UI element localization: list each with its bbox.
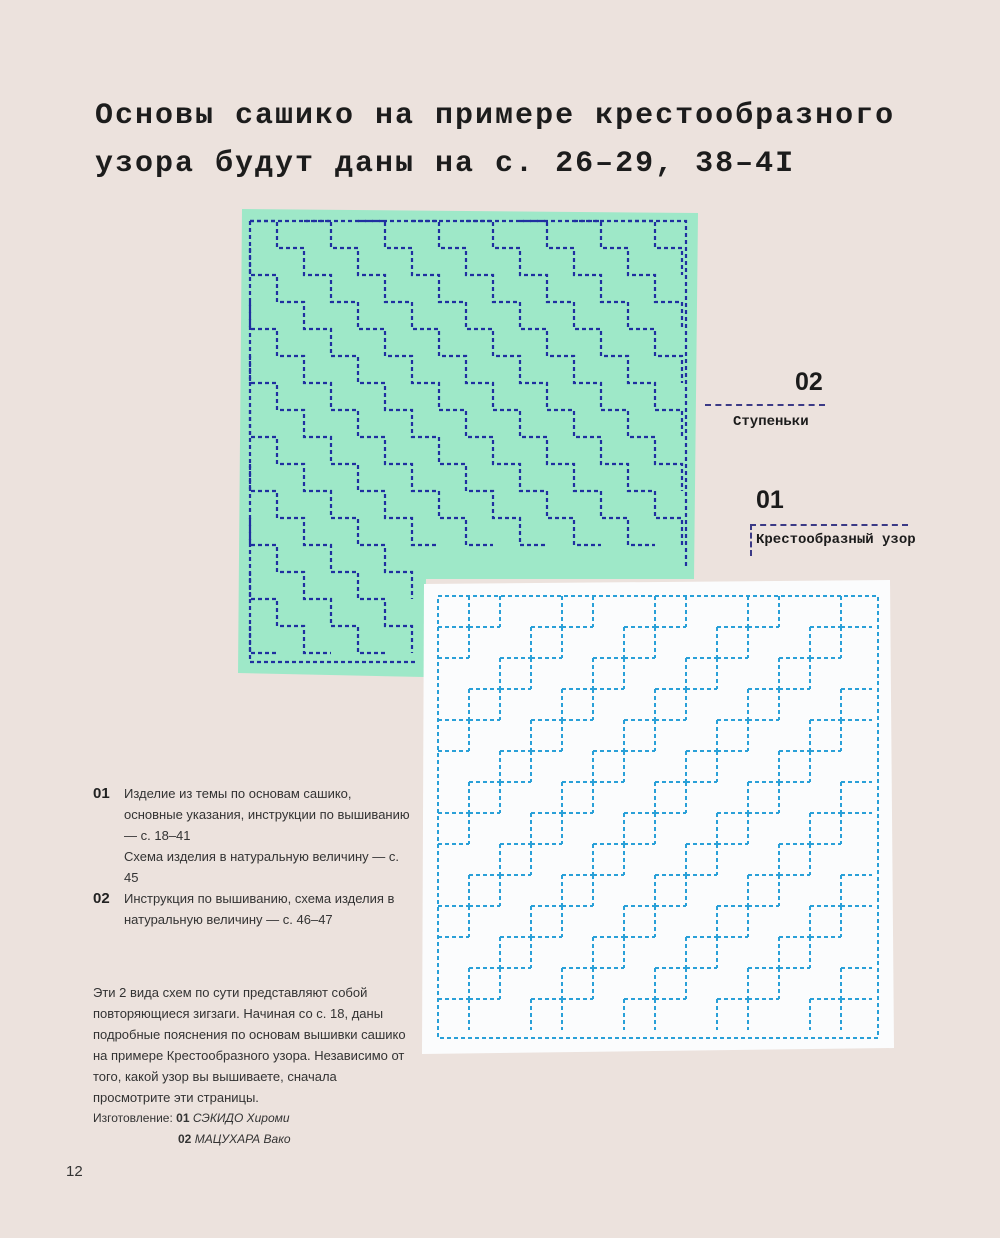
maker-name: СЭКИДО Хироми — [192, 1111, 290, 1125]
note-text: Схема изделия в натуральную величину — с. 45 — [124, 849, 399, 885]
callout-dashed-line-vertical — [750, 524, 752, 556]
title-line-1: Основы сашико на примере крестообразного — [95, 99, 896, 133]
maker-number: 02 — [178, 1132, 192, 1146]
note-text: Изделие из темы по основам сашико, основные указания, инструкции по вышиванию — с. 18–41 — [124, 786, 410, 843]
makers-label: Изготовление: — [93, 1111, 173, 1125]
description-block — [93, 982, 413, 1150]
notes-list — [93, 783, 413, 930]
note-number: 02 — [93, 890, 110, 907]
note-item — [93, 783, 413, 888]
note-item — [93, 888, 413, 930]
note-number: 01 — [93, 785, 110, 802]
note-text: Инструкция по вышиванию, схема изделия в натуральную величину — с. 46–47 — [124, 891, 395, 927]
maker-name: МАЦУХАРА Вако — [194, 1132, 291, 1146]
title-line-2: узора будут даны на с. 26–29, 38–4I — [95, 147, 796, 181]
callout-number: 02 — [795, 368, 823, 396]
callout-label: Крестообразный узор — [756, 532, 916, 548]
page-number: 12 — [66, 1163, 83, 1180]
cross-pattern-cloth-image — [420, 578, 895, 1055]
description-text: Эти 2 вида схем по сути представляют собой повторяющиеся зигзаги. Начиная со с. 18, даны подробные пояснения по основам вышивки сашико на примере Крестообразного узора. Независимо от того, какой узор вы вышиваете, сначала просмотрите эти страницы. — [93, 985, 406, 1105]
callout-dashed-line — [705, 404, 825, 406]
callout-dashed-line — [750, 524, 908, 526]
makers-credit — [93, 1108, 413, 1150]
page-title — [95, 92, 965, 188]
callout-number: 01 — [756, 486, 784, 514]
maker-number: 01 — [176, 1111, 190, 1125]
callout-label: Ступеньки — [733, 414, 809, 430]
